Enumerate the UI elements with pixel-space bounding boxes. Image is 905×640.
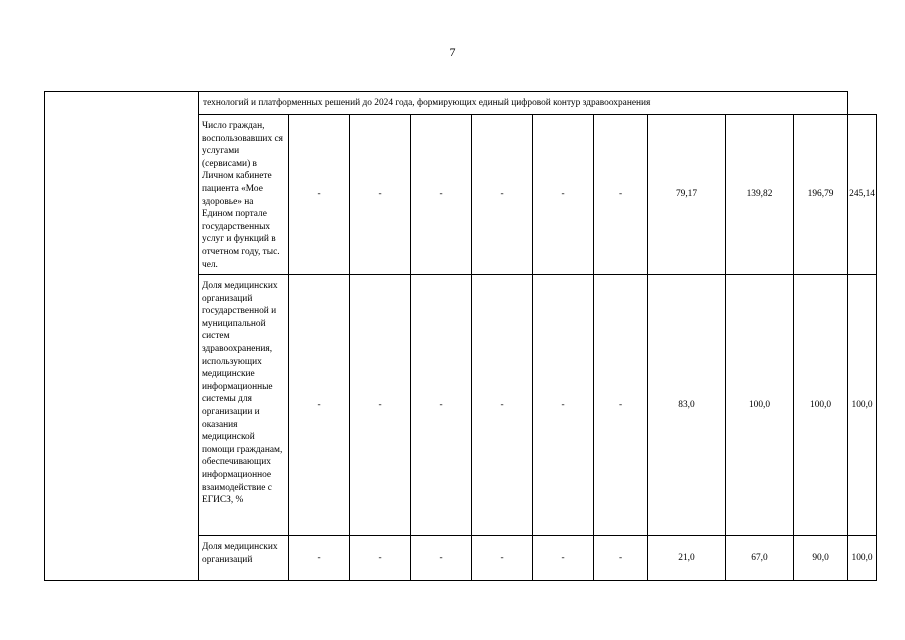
value-cell: 21,0	[648, 536, 726, 581]
value-cell: -	[350, 275, 411, 536]
value-cell: -	[533, 115, 594, 275]
indicator-name: Доля медицинских организаций	[199, 536, 289, 581]
section-header: технологий и платформенных решений до 2024 года, формирующих единый цифровой контур здравоохранения	[199, 92, 848, 115]
value-cell: -	[289, 536, 350, 581]
value-cell: -	[350, 536, 411, 581]
value-cell: -	[472, 275, 533, 536]
value-cell: -	[411, 115, 472, 275]
value-cell: 245,14	[848, 115, 877, 275]
value-cell: 83,0	[648, 275, 726, 536]
value-cell: 100,0	[726, 275, 794, 536]
blank-left-column	[45, 92, 199, 581]
value-cell: 196,79	[794, 115, 848, 275]
value-cell: 79,17	[648, 115, 726, 275]
value-cell: 100,0	[848, 275, 877, 536]
indicator-table	[44, 91, 877, 581]
value-cell: 90,0	[794, 536, 848, 581]
value-cell: -	[289, 275, 350, 536]
value-cell: -	[289, 115, 350, 275]
value-cell: -	[594, 275, 648, 536]
value-cell: -	[533, 275, 594, 536]
value-cell: -	[411, 275, 472, 536]
indicator-name: Доля медицинских организаций государственной и муниципальной систем здравоохранения, использующих медицинские информационные системы для организации и оказания медицинской помощи гражданам, обеспечивающих информационное взаимодействие с ЕГИСЗ, %	[199, 275, 289, 536]
value-cell: 67,0	[726, 536, 794, 581]
value-cell: -	[594, 115, 648, 275]
page-number: 7	[449, 45, 456, 59]
value-cell: -	[594, 536, 648, 581]
value-cell: -	[472, 536, 533, 581]
section-header-row	[45, 92, 877, 115]
value-cell: -	[533, 536, 594, 581]
indicator-name: Число граждан, воспользовавших ся услугами (сервисами) в Личном кабинете пациента «Мое здоровье» на Едином портале государственных услуг и функций в отчетном году, тыс. чел.	[199, 115, 289, 275]
value-cell: -	[411, 536, 472, 581]
value-cell: -	[472, 115, 533, 275]
value-cell: 100,0	[794, 275, 848, 536]
value-cell: -	[350, 115, 411, 275]
value-cell: 100,0	[848, 536, 877, 581]
value-cell: 139,82	[726, 115, 794, 275]
